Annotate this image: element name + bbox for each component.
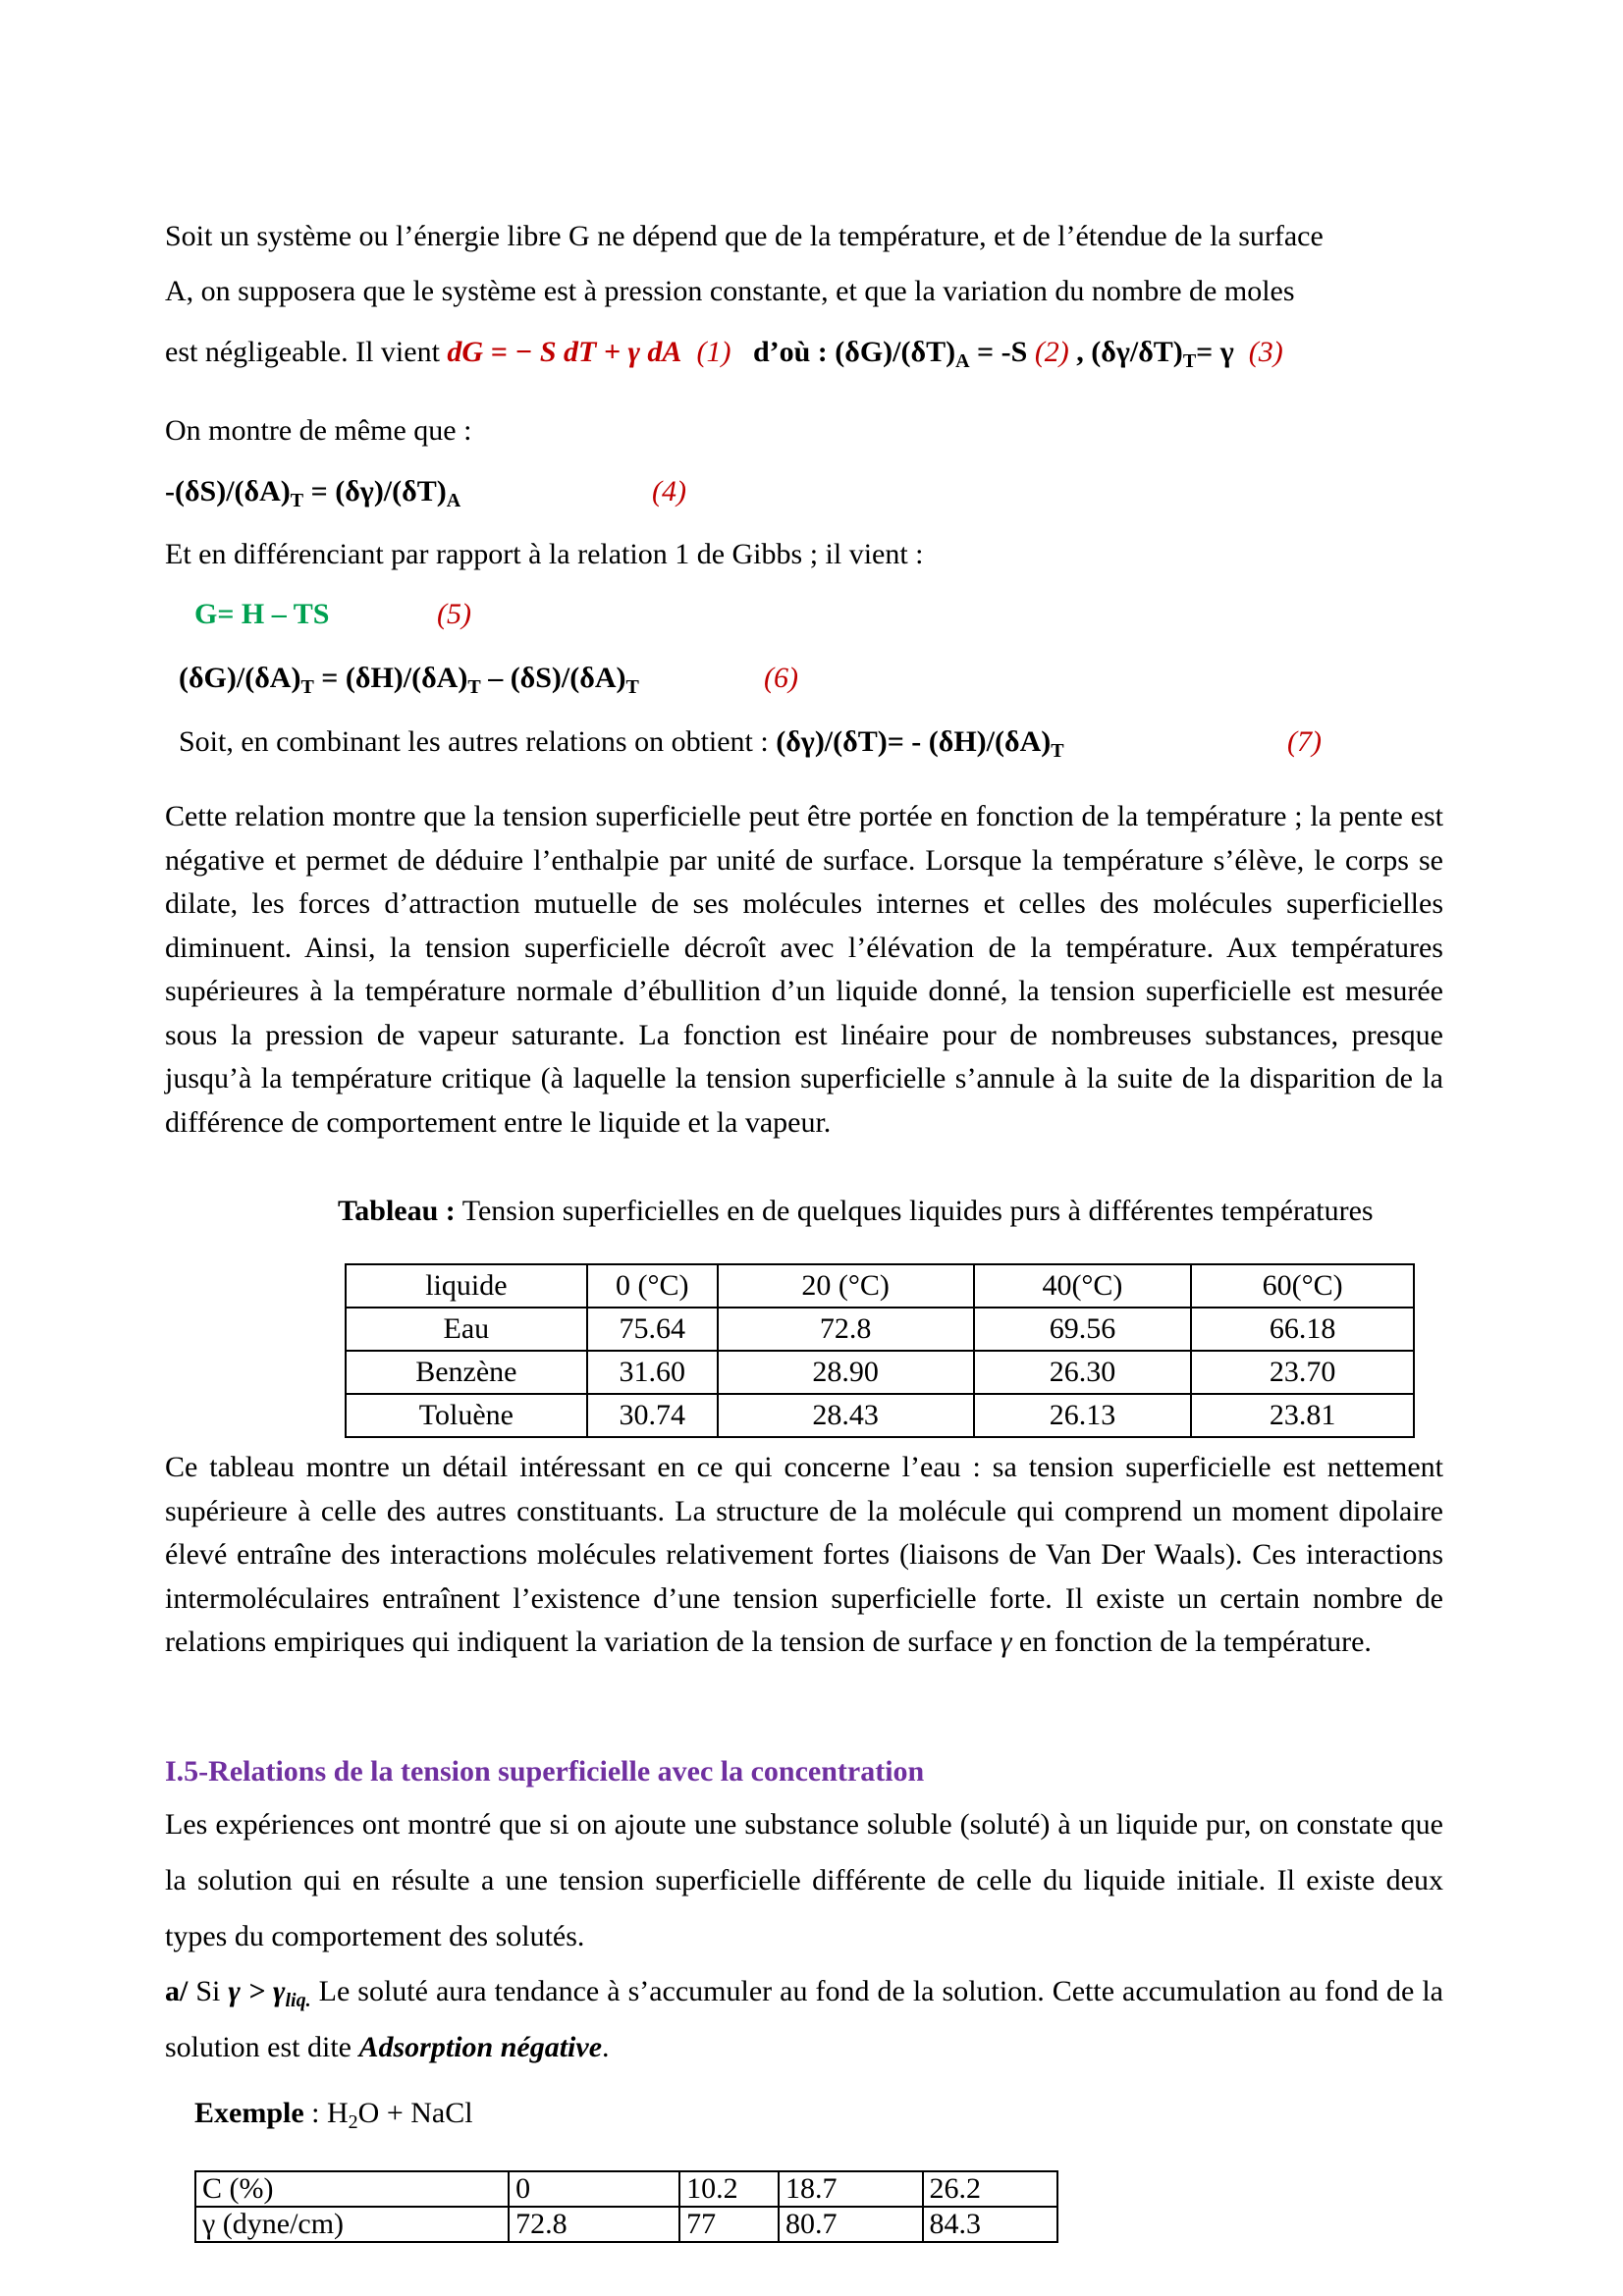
section-title: I.5-Relations de la tension superficielle avec la concentration: [165, 1755, 925, 1788]
equation-1-number: (1): [696, 336, 731, 368]
table-1-caption: Tableau : Tension superficielles en de quelques liquides purs à différentes températures: [338, 1195, 1374, 1227]
table-row: [195, 2207, 1057, 2242]
equation-3-number: (3): [1248, 336, 1283, 368]
equation-7-number: (7): [1287, 725, 1322, 758]
equation-7: $(\delta\gamma)/(\delta T)= - (\delta H)/(\delta A)_T$: [776, 725, 1064, 762]
table-cell: 84.3: [923, 2207, 1057, 2242]
equation-6: $(\delta G)/(\delta A)_T = (\delta H)/(\delta A)_T - (\delta S)/(\delta A)_T$: [179, 662, 639, 698]
table-cell: 18.7: [779, 2171, 923, 2207]
show-line: On montre de même que :: [165, 414, 472, 447]
paragraph-water: Ce tableau montre un détail intéressant en ce qui concerne l’eau : sa tension superficielle est nettement supérieure à celle des autres constituants. La structure de la molécule qui comprend un moment dipolaire élevé entraîne des interactions molécules relativement fortes (liaisons de Van Der Waals). Ces interactions intermoléculaires entraînent l’existence d’une tension superficielle forte. Il existe un certain nombre de relations empiriques qui indiquent la variation de la tension de surface γ en fonction de la température.: [165, 1451, 1443, 1658]
table-header-cell: 0 (°C): [587, 1264, 718, 1308]
negative-adsorption-term: Adsorption négative: [358, 2031, 603, 2063]
table-cell: 77: [679, 2207, 779, 2242]
table-cell: 75.64: [587, 1308, 718, 1351]
table-header-cell: 20 (°C): [718, 1264, 974, 1308]
equation-6-number: (6): [764, 662, 798, 694]
table-cell: 72.8: [718, 1308, 974, 1351]
table-cell: 28.43: [718, 1394, 974, 1437]
table-cell: 26.13: [974, 1394, 1192, 1437]
table-header-cell: 60(°C): [1191, 1264, 1414, 1308]
table-cell: 23.70: [1191, 1351, 1414, 1394]
table-cell: 31.60: [587, 1351, 718, 1394]
table-row: [346, 1394, 1414, 1437]
table-cell: 28.90: [718, 1351, 974, 1394]
example-line: Exemple : $H_2O$ + NaCl: [194, 2097, 473, 2133]
table-header-cell: 40(°C): [974, 1264, 1192, 1308]
equation-2-number: (2): [1034, 336, 1069, 368]
intro-line-3: [165, 334, 1283, 371]
intro-line-2: A, on supposera que le système est à pression constante, et que la variation du nombre de moles: [165, 275, 1295, 307]
table-cell: 26.2: [923, 2171, 1057, 2207]
case-a-paragraph: a/ Si $\gamma > \gamma_{liq.}$ Le soluté aura tendance à s’accumuler au fond de la solution. Cette accumulation au fond de la solution est dite Adsorption négative.: [165, 1975, 1443, 2063]
equation-7-line: Soit, en combinant les autres relations on obtient : $(\delta\gamma)/(\delta T)= - (\delta H)/(\delta A)_T$: [179, 725, 1064, 762]
table-cell: 66.18: [1191, 1308, 1414, 1351]
table-header-row: [346, 1264, 1414, 1308]
table-cell: C (%): [195, 2171, 509, 2207]
paragraph-concentration: Les expériences ont montré que si on ajoute une substance soluble (soluté) à un liquide pur, on constate que la solution qui en résulte a une tension superficielle différente de celle du liquide initiale. Il existe deux types du comportement des solutés.: [165, 1808, 1443, 1952]
intro-line-1: Soit un système ou l’énergie libre G ne dépend que de la température, et de l’étendue de la surface: [165, 220, 1324, 252]
intro-line-3-text: est négligeable. Il vient: [165, 336, 440, 368]
equation-1: dG = − S dT + γ dA: [447, 336, 682, 368]
equation-5-number: (5): [437, 598, 471, 630]
concentration-table: [194, 2170, 1058, 2243]
table-cell: Benzène: [346, 1351, 587, 1394]
equation-4: $-(\delta S)/(\delta A)_T = (\delta\gamma)/(\delta T)_A$: [165, 475, 461, 511]
equation-4-number: (4): [652, 475, 686, 507]
table-cell: Eau: [346, 1308, 587, 1351]
table-cell: 23.81: [1191, 1394, 1414, 1437]
table-cell: γ (dyne/cm): [195, 2207, 509, 2242]
table-cell: Toluène: [346, 1394, 587, 1437]
equation-5: G= H – TS: [194, 598, 330, 630]
gamma-symbol: γ: [1000, 1626, 1012, 1658]
table-cell: 26.30: [974, 1351, 1192, 1394]
paragraph-temperature: Cette relation montre que la tension superficielle peut être portée en fonction de la température ; la pente est négative et permet de déduire l’enthalpie par unité de surface. Lorsque la température s’élève, le corps se dilate, les forces d’attraction mutuelle de ses molécules internes et celles des molécules superficielles diminuent. Ainsi, la tension superficielle décroît avec l’élévation de la température. Aux températures supérieures à la température normale d’ébullition d’un liquide donné, la tension superficielle est mesurée sous la pression de vapeur saturante. La fonction est linéaire pour de nombreuses substances, presque jusqu’à la température critique (à laquelle la tension superficielle s’annule à la suite de la disparition de la différence de comportement entre le liquide et la vapeur.: [165, 800, 1443, 1139]
equation-2: d’où : $(\delta G)/(\delta T)_A = -S$: [752, 336, 1028, 372]
surface-tension-table: [345, 1263, 1415, 1438]
table-header-cell: liquide: [346, 1264, 587, 1308]
table-cell: 0: [509, 2171, 679, 2207]
table-cell: 69.56: [974, 1308, 1192, 1351]
table-row: [346, 1351, 1414, 1394]
table-row: [346, 1308, 1414, 1351]
table-cell: 80.7: [779, 2207, 923, 2242]
table-row: [195, 2171, 1057, 2207]
table-cell: 10.2: [679, 2171, 779, 2207]
table-cell: 30.74: [587, 1394, 718, 1437]
differentiation-line: Et en différenciant par rapport à la relation 1 de Gibbs ; il vient :: [165, 538, 924, 570]
table-cell: 72.8: [509, 2207, 679, 2242]
equation-3: , $(\delta\gamma/\delta T)_T= \gamma$: [1076, 336, 1234, 372]
